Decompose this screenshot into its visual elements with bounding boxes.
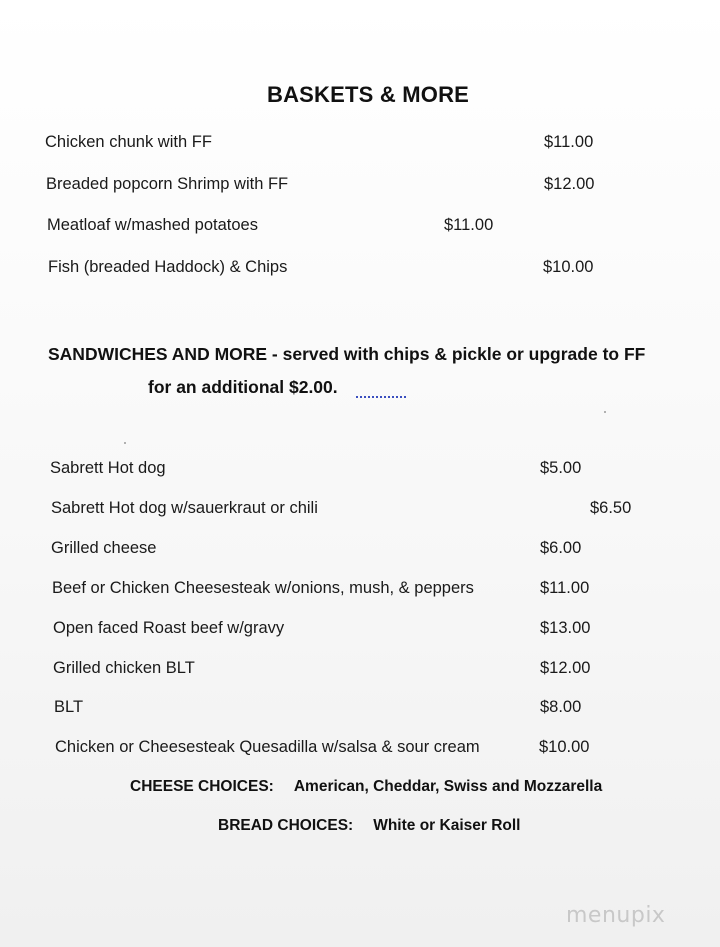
- menu-item-price: $6.00: [540, 539, 582, 557]
- menu-item-name: Grilled chicken BLT: [53, 659, 195, 677]
- menu-item-price: $8.00: [540, 698, 582, 716]
- menu-item-name: Sabrett Hot dog: [50, 459, 166, 477]
- speck: [604, 411, 606, 413]
- dotted-underline: [356, 396, 406, 398]
- menu-item-name: Open faced Roast beef w/gravy: [53, 619, 285, 637]
- bread-choices: [218, 817, 520, 835]
- menu-item-name: Chicken chunk with FF: [45, 133, 212, 151]
- menupix-watermark: menupix: [566, 903, 666, 928]
- cheese-choices-value: American, Cheddar, Swiss and Mozzarella: [293, 778, 603, 795]
- cheese-choices: [130, 778, 602, 796]
- sandwiches-heading: SANDWICHES AND MORE - served with chips & pickle or upgrade to FF: [48, 344, 646, 364]
- menu-item-name: Sabrett Hot dog w/sauerkraut or chili: [51, 499, 318, 517]
- menu-item-name: Breaded popcorn Shrimp with FF: [46, 175, 289, 193]
- menu-item-price: $13.00: [540, 619, 591, 637]
- menu-item-name: Chicken or Cheesesteak Quesadilla w/salsa & sour cream: [55, 738, 480, 756]
- menu-item-price: $11.00: [540, 579, 590, 597]
- menu-item-price: $5.00: [540, 459, 582, 477]
- menu-item-price: $6.50: [590, 499, 632, 517]
- menu-item-name: Fish (breaded Haddock) & Chips: [48, 258, 288, 276]
- bread-choices-value: White or Kaiser Roll: [373, 817, 521, 834]
- baskets-title: BASKETS & MORE: [267, 82, 470, 107]
- menu-item-price: $10.00: [539, 738, 590, 756]
- menu-item-price: $12.00: [540, 659, 591, 677]
- menu-item-price: $10.00: [543, 258, 594, 276]
- sandwiches-heading-note: for an additional $2.00.: [148, 377, 338, 397]
- cheese-choices-label: CHEESE CHOICES:: [130, 778, 274, 795]
- bread-choices-label: BREAD CHOICES:: [218, 817, 354, 834]
- menu-item-price: $12.00: [544, 175, 595, 193]
- menu-item-name: Meatloaf w/mashed potatoes: [47, 216, 258, 234]
- menu-item-price: $11.00: [444, 216, 494, 234]
- menu-item-name: Grilled cheese: [51, 539, 157, 557]
- menu-item-price: $11.00: [544, 133, 594, 151]
- speck: [124, 442, 126, 444]
- menu-item-name: BLT: [54, 698, 84, 716]
- menu-item-name: Beef or Chicken Cheesesteak w/onions, mush, & peppers: [52, 579, 474, 597]
